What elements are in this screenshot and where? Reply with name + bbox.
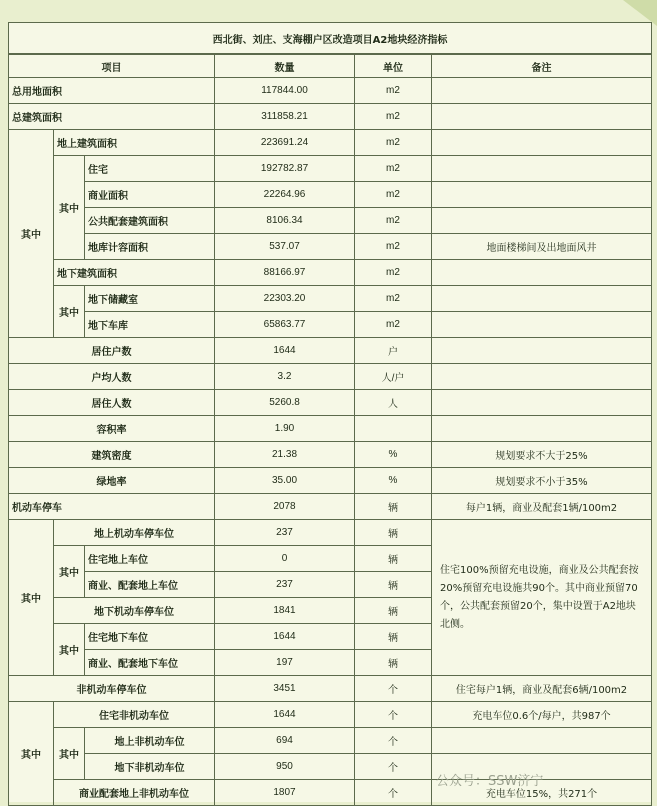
row-value: 237 bbox=[215, 572, 355, 598]
table-row bbox=[9, 494, 652, 520]
row-unit: 人 bbox=[355, 390, 432, 416]
row-note bbox=[432, 260, 652, 286]
table-row bbox=[9, 702, 652, 728]
row-value: 1807 bbox=[215, 780, 355, 806]
row-value: 65863.77 bbox=[215, 312, 355, 338]
row-note: 每户1辆，商业及配套1辆/100m2 bbox=[432, 494, 652, 520]
row-unit: 个 bbox=[355, 754, 432, 780]
row-unit bbox=[355, 416, 432, 442]
row-value: 35.00 bbox=[215, 468, 355, 494]
table-row bbox=[9, 468, 652, 494]
row-note: 充电车位15%，共271个 bbox=[432, 780, 652, 806]
header-item: 项目 bbox=[9, 54, 215, 78]
row-unit: 个 bbox=[355, 702, 432, 728]
row-label: 住宅 bbox=[85, 156, 215, 182]
row-label: 地上机动车停车位 bbox=[54, 520, 215, 546]
row-unit: m2 bbox=[355, 260, 432, 286]
parking-merged-note: 住宅100%预留充电设施，商业及公共配套按20%预留充电设施共90个。其中商业预留70个，公共配套预留20个，集中设置于A2地块北侧。 bbox=[432, 520, 652, 676]
row-label: 居住人数 bbox=[9, 390, 215, 416]
table-row bbox=[9, 754, 652, 780]
group-label: 其中 bbox=[9, 130, 54, 338]
table-title: 西北街、刘庄、支海棚户区改造项目A2地块经济指标 bbox=[9, 23, 652, 55]
row-label: 容积率 bbox=[9, 416, 215, 442]
row-label: 住宅地上车位 bbox=[85, 546, 215, 572]
row-value: 5260.8 bbox=[215, 390, 355, 416]
table-row bbox=[9, 156, 652, 182]
row-label: 建筑密度 bbox=[9, 442, 215, 468]
row-label: 地下车库 bbox=[85, 312, 215, 338]
row-label: 机动车停车 bbox=[9, 494, 215, 520]
row-unit: % bbox=[355, 468, 432, 494]
row-unit: m2 bbox=[355, 312, 432, 338]
table-row bbox=[9, 130, 652, 156]
row-unit: 辆 bbox=[355, 572, 432, 598]
row-unit: m2 bbox=[355, 208, 432, 234]
table-row bbox=[9, 364, 652, 390]
row-value: 1.90 bbox=[215, 416, 355, 442]
row-unit: m2 bbox=[355, 130, 432, 156]
row-label: 住宅地下车位 bbox=[85, 624, 215, 650]
row-value: 8106.34 bbox=[215, 208, 355, 234]
row-note: 充电车位0.6个/每户，共987个 bbox=[432, 702, 652, 728]
row-note bbox=[432, 182, 652, 208]
row-value: 22303.20 bbox=[215, 286, 355, 312]
table-row bbox=[9, 104, 652, 130]
row-value: 22264.96 bbox=[215, 182, 355, 208]
table-row bbox=[9, 520, 652, 546]
watermark: 公众号：SSW济宁 bbox=[436, 774, 544, 789]
row-unit: 个 bbox=[355, 676, 432, 702]
row-value: 3.2 bbox=[215, 364, 355, 390]
row-unit: 辆 bbox=[355, 546, 432, 572]
row-value: 537.07 bbox=[215, 234, 355, 260]
table-row bbox=[9, 182, 652, 208]
table-row bbox=[9, 442, 652, 468]
row-value: 694 bbox=[215, 728, 355, 754]
row-note bbox=[432, 312, 652, 338]
row-value: 3451 bbox=[215, 676, 355, 702]
row-unit: m2 bbox=[355, 78, 432, 104]
row-value: 117844.00 bbox=[215, 78, 355, 104]
row-note bbox=[432, 416, 652, 442]
row-unit: 人/户 bbox=[355, 364, 432, 390]
row-note bbox=[432, 390, 652, 416]
row-label: 地下机动车停车位 bbox=[54, 598, 215, 624]
row-note bbox=[432, 104, 652, 130]
row-label: 住宅非机动车位 bbox=[54, 702, 215, 728]
header-remark: 备注 bbox=[432, 54, 652, 78]
table-row bbox=[9, 234, 652, 260]
group-label: 其中 bbox=[9, 702, 54, 806]
row-label: 地上非机动车位 bbox=[85, 728, 215, 754]
row-label: 商业、配套地上车位 bbox=[85, 572, 215, 598]
row-note bbox=[432, 364, 652, 390]
row-note: 住宅每户1辆，商业及配套6辆/100m2 bbox=[432, 676, 652, 702]
table-row bbox=[9, 208, 652, 234]
row-value: 237 bbox=[215, 520, 355, 546]
row-value: 21.38 bbox=[215, 442, 355, 468]
row-value: 197 bbox=[215, 650, 355, 676]
row-label: 地下非机动车位 bbox=[85, 754, 215, 780]
subgroup-label: 其中 bbox=[54, 286, 85, 338]
economic-indicator-table bbox=[8, 22, 652, 806]
table-row bbox=[9, 78, 652, 104]
row-unit: m2 bbox=[355, 182, 432, 208]
row-label: 地库计容面积 bbox=[85, 234, 215, 260]
row-label: 公共配套建筑面积 bbox=[85, 208, 215, 234]
row-note bbox=[432, 78, 652, 104]
row-unit: 辆 bbox=[355, 598, 432, 624]
table-row bbox=[9, 312, 652, 338]
row-label: 商业面积 bbox=[85, 182, 215, 208]
row-unit: m2 bbox=[355, 156, 432, 182]
row-unit: 个 bbox=[355, 780, 432, 806]
row-value: 223691.24 bbox=[215, 130, 355, 156]
row-unit: 辆 bbox=[355, 494, 432, 520]
row-unit: 户 bbox=[355, 338, 432, 364]
header-unit: 单位 bbox=[355, 54, 432, 78]
row-label: 非机动车停车位 bbox=[9, 676, 215, 702]
row-value: 1644 bbox=[215, 338, 355, 364]
row-note bbox=[432, 286, 652, 312]
table-row bbox=[9, 780, 652, 806]
table-row bbox=[9, 390, 652, 416]
row-value: 192782.87 bbox=[215, 156, 355, 182]
table-row bbox=[9, 676, 652, 702]
indicator-sheet bbox=[8, 22, 651, 802]
row-note bbox=[432, 728, 652, 754]
subgroup-label: 其中 bbox=[54, 546, 85, 598]
row-value: 2078 bbox=[215, 494, 355, 520]
table-row bbox=[9, 416, 652, 442]
table-row bbox=[9, 338, 652, 364]
row-value: 950 bbox=[215, 754, 355, 780]
row-value: 0 bbox=[215, 546, 355, 572]
row-unit: 个 bbox=[355, 728, 432, 754]
row-note bbox=[432, 208, 652, 234]
row-label: 地下建筑面积 bbox=[54, 260, 215, 286]
row-label: 居住户数 bbox=[9, 338, 215, 364]
table-row bbox=[9, 260, 652, 286]
row-note: 地面楼梯间及出地面风井 bbox=[432, 234, 652, 260]
table-row bbox=[9, 728, 652, 754]
row-value: 1644 bbox=[215, 624, 355, 650]
row-label: 总用地面积 bbox=[9, 78, 215, 104]
row-value: 88166.97 bbox=[215, 260, 355, 286]
subgroup-label: 其中 bbox=[54, 624, 85, 676]
row-label: 户均人数 bbox=[9, 364, 215, 390]
row-label: 地上建筑面积 bbox=[54, 130, 215, 156]
row-label: 绿地率 bbox=[9, 468, 215, 494]
row-label: 地下储藏室 bbox=[85, 286, 215, 312]
row-note bbox=[432, 130, 652, 156]
group-label: 其中 bbox=[9, 520, 54, 676]
row-note: 规划要求不小于35% bbox=[432, 468, 652, 494]
row-label: 商业配套地上非机动车位 bbox=[54, 780, 215, 806]
subgroup-label: 其中 bbox=[54, 728, 85, 780]
row-unit: m2 bbox=[355, 234, 432, 260]
table-row bbox=[9, 286, 652, 312]
header-quantity: 数量 bbox=[215, 54, 355, 78]
row-unit: 辆 bbox=[355, 624, 432, 650]
row-unit: % bbox=[355, 442, 432, 468]
row-label: 商业、配套地下车位 bbox=[85, 650, 215, 676]
row-note: 规划要求不大于25% bbox=[432, 442, 652, 468]
row-note bbox=[432, 156, 652, 182]
subgroup-label: 其中 bbox=[54, 156, 85, 260]
row-value: 1841 bbox=[215, 598, 355, 624]
row-unit: 辆 bbox=[355, 650, 432, 676]
row-label: 总建筑面积 bbox=[9, 104, 215, 130]
row-note bbox=[432, 338, 652, 364]
row-unit: 辆 bbox=[355, 520, 432, 546]
row-unit: m2 bbox=[355, 104, 432, 130]
row-unit: m2 bbox=[355, 286, 432, 312]
row-value: 1644 bbox=[215, 702, 355, 728]
row-value: 311858.21 bbox=[215, 104, 355, 130]
